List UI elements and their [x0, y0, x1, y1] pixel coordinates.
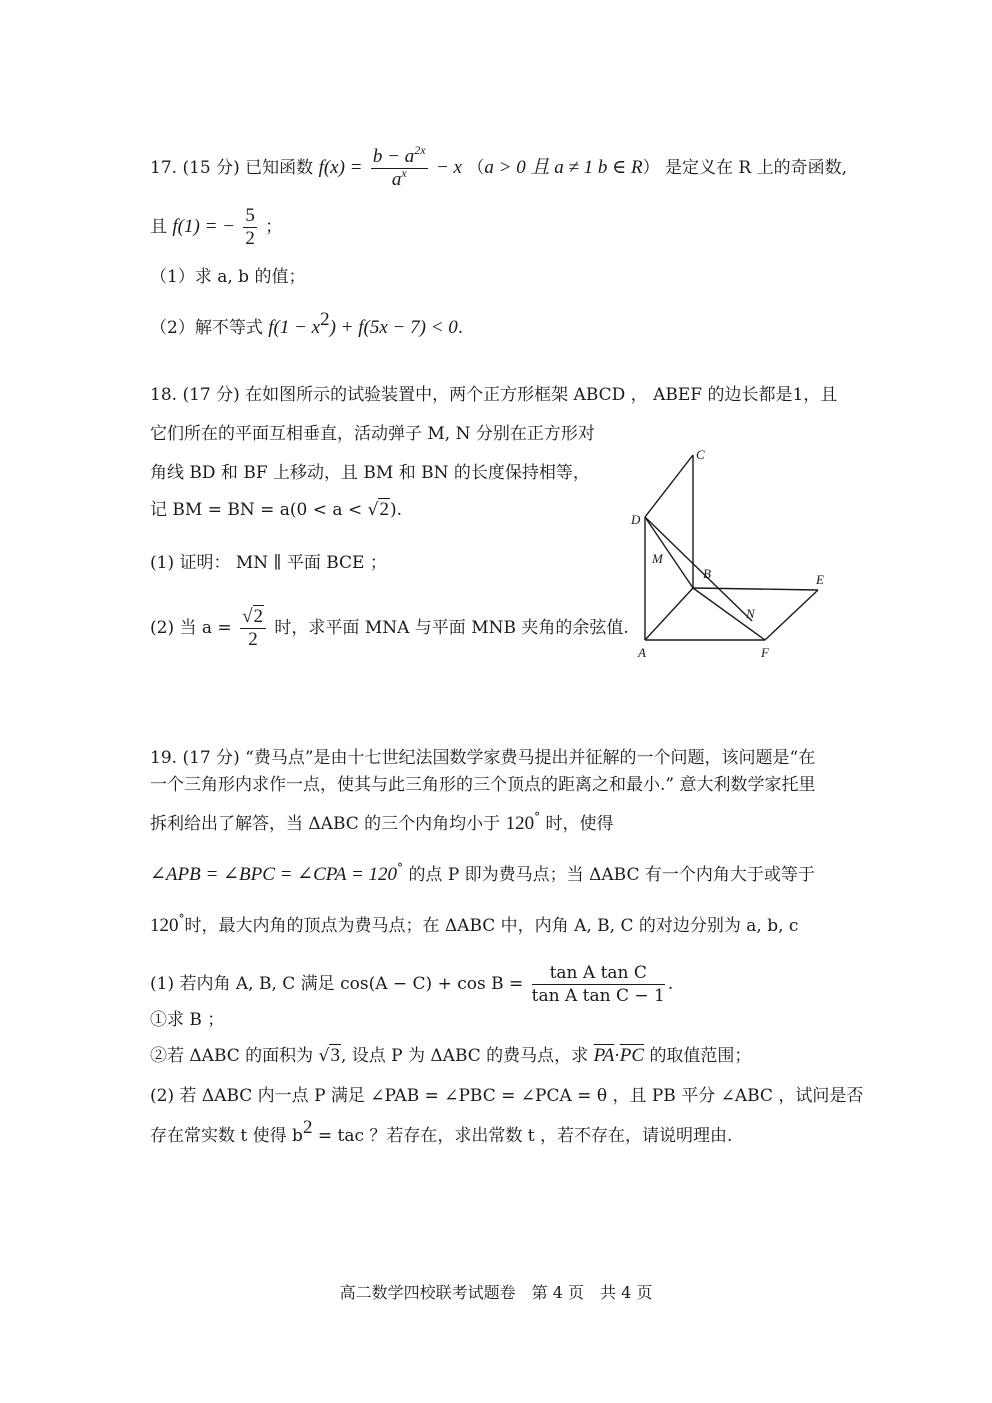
label-D: D [631, 512, 641, 527]
q17-line2: 且 f(1) = − $\frac{5}{2}$ ； [150, 205, 283, 249]
q19-part2-line2: 存在常实数 t 使得 $b^2$ = tac ？若存在，求出常数 t ，若不存在，请说明理由. [150, 1117, 733, 1146]
label-B: B [703, 566, 711, 581]
q19-line5: 120°时，最大内角的顶点为费马点；在 ΔABC 中，内角 A, B, C 的对边分别为 a, b, c [150, 912, 799, 936]
label-E: E [816, 572, 824, 587]
q17-part2: （2）解不等式 $f(1 - x^2) + f(5x - 7) < 0$. [150, 309, 464, 338]
q19-sub1: ①求 B ； [150, 1010, 225, 1030]
q19-line2: 一个三角形内求作一点，使其与此三角形的三个顶点的距离之和最小.” 意大利数学家托里 [150, 775, 816, 795]
label-M: M [652, 551, 663, 566]
q18-part1: (1) 证明： MN ∥ 平面 BCE ； [150, 553, 387, 573]
geometry-figure [620, 445, 850, 670]
q18-line4: 记 BM = BN = a(0 < a < √2). [150, 499, 402, 520]
q19-sub2: ②若 ΔABC 的面积为 √3, 设点 P 为 ΔABC 的费马点，求 $\overline{PA}\cdot\overline{PC}$ 的取值范围； [150, 1045, 752, 1066]
segment-DN [645, 517, 752, 621]
q19-line3: 拆利给出了解答，当 ΔABC 的三个内角均小于 120° 时，使得 [150, 810, 614, 834]
label-F: F [761, 645, 769, 660]
q18-part2: (2) 当 a = $\frac{√2}{2}$ 时，求平面 MNA 与平面 MNB 夹角的余弦值. [150, 606, 629, 650]
q18-line2: 它们所在的平面互相垂直，活动弹子 M, N 分别在正方形对 [150, 424, 595, 444]
q19-part1: (1) 若内角 A, B, C 满足 cos(A − C) + cos B = $\frac{\text{tan A tan C}}{\text{tan A tan C − 1}}$ . [150, 963, 674, 1006]
page-footer: 高二数学四校联考试题卷 第 4 页 共 4 页 [339, 1283, 653, 1302]
q18-a-fraction: $\frac{√2}{2}$ [240, 606, 266, 651]
q19-line1: 19. (17 分) “费马点”是由十七世纪法国数学家费马提出并征解的一个问题，该问题是“在 [150, 748, 816, 768]
edge-DC [645, 455, 693, 517]
q17-f1-fraction: $\frac{5}{2}$ [245, 205, 255, 249]
q17-line1: 17. (15 分) 已知函数 f(x) = $\frac{b - a^{2x}}{a^x}$ − x （a > 0 且 a ≠ 1 b ∈ R） 是定义在 R 上的奇函数, [150, 143, 847, 190]
edge-AB [645, 588, 693, 640]
q18-line1: 18. (17 分) 在如图所示的试验装置中，两个正方形框架 ABCD ， ABEF 的边长都是1，且 [150, 385, 838, 405]
label-C: C [696, 447, 705, 462]
edge-BE [693, 588, 818, 590]
edge-EF [765, 590, 818, 640]
q17-fraction: $\frac{b - a^{2x}}{a^x}$ [372, 143, 426, 190]
q19-tan-fraction: $\frac{\text{tan A tan C}}{\text{tan A tan C − 1}}$ [531, 963, 665, 1006]
q19-line4: ∠APB = ∠BPC = ∠CPA = 120° 的点 P 即为费马点；当 ΔABC 有一个内角大于或等于 [150, 861, 815, 885]
q17-part1: （1）求 a, b 的值； [150, 267, 306, 287]
q19-part2-line1: (2) 若 ΔABC 内一点 P 满足 ∠PAB = ∠PBC = ∠PCA = θ ，且 PB 平分 ∠ABC ，试问是否 [150, 1086, 864, 1106]
label-N: N [746, 606, 755, 621]
q18-line3: 角线 BD 和 BF 上移动，且 BM 和 BN 的长度保持相等， [150, 463, 590, 483]
label-A: A [638, 645, 646, 660]
